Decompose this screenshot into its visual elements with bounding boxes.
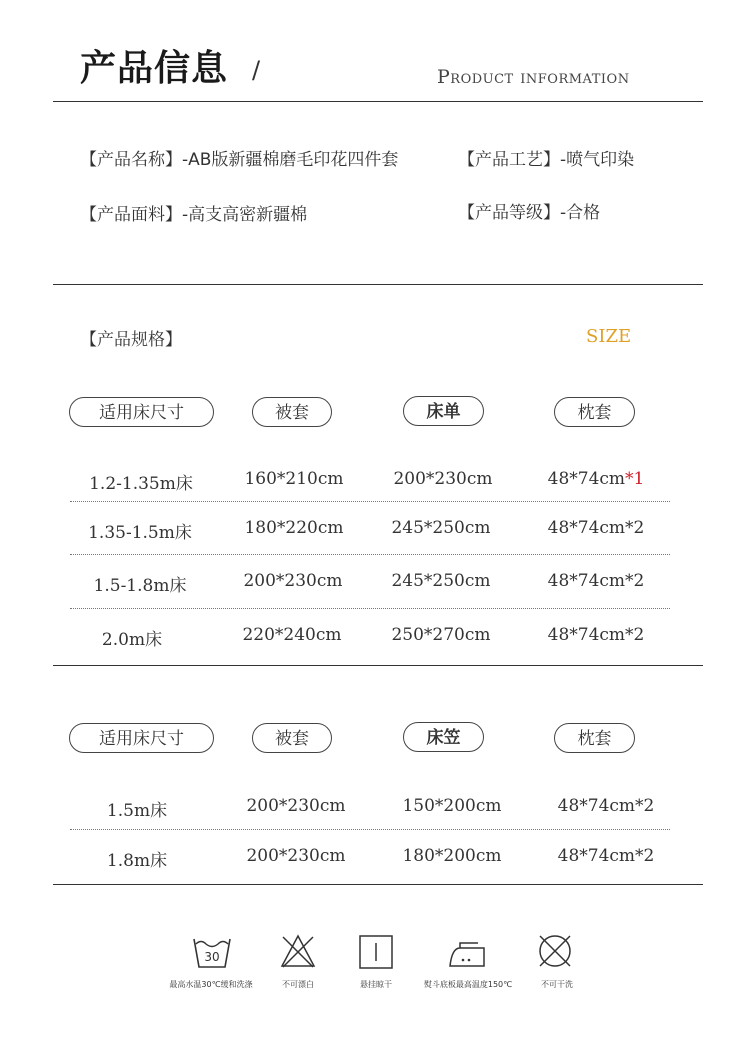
table2-row1-size: 1.5m床 [106,801,168,821]
table1-row2-pillow: 48*74cm*2 [547,518,645,538]
craft-field [458,145,634,170]
table1-header-pillowcase: 枕套 [554,397,635,427]
table1-row3-size: 1.5-1.8m床 [93,576,187,596]
table1-row4-sheet: 250*270cm [391,625,491,645]
title-separator: / [252,56,261,84]
table2-row1-pillow: 48*74cm*2 [557,796,655,816]
fabric-value: -高支高密新疆棉 [182,205,308,225]
page-subtitle: Product information [437,66,630,88]
no-dry-clean-icon [537,933,573,969]
table1-row3-pillow: 48*74cm*2 [547,571,645,591]
table2-divider [53,884,703,885]
table1-row4-duvet: 220*240cm [242,625,342,645]
table1-header-duvet: 被套 [252,397,332,427]
table1-row1-pillow [516,469,676,489]
table2-row1-fitted: 150*200cm [402,796,502,816]
table2-row1-duvet: 200*230cm [246,796,346,816]
craft-label: 【产品工艺】 [458,150,560,170]
wash-temperature: 30 [204,950,220,964]
table2-header-duvet: 被套 [252,723,332,753]
table1-row-divider [70,554,670,555]
care-label-bleach: 不可漂白 [282,980,314,989]
name-label: 【产品名称】 [80,150,182,170]
table2-row2-pillow: 48*74cm*2 [557,846,655,866]
table1-row1-pillow-size: 48*74cm [547,469,626,489]
table1-row2-duvet: 180*220cm [244,518,344,538]
table1-row3-duvet: 200*230cm [243,571,343,591]
info-divider [53,284,703,285]
table2-row2-size: 1.8m床 [106,851,168,871]
grade-value: -合格 [560,203,601,223]
table1-row-divider [70,608,670,609]
hang-dry-icon [358,934,394,970]
table1-row4-pillow: 48*74cm*2 [547,625,645,645]
table1-divider [53,665,703,666]
table1-row2-size: 1.35-1.5m床 [88,523,192,543]
fabric-field [80,200,307,225]
table2-row2-fitted: 180*200cm [402,846,502,866]
table2-header-fitted-sheet: 床笠 [403,722,484,752]
table1-row1-sheet: 200*230cm [393,469,493,489]
table1-row2-sheet: 245*250cm [391,518,491,538]
fabric-label: 【产品面料】 [80,205,182,225]
size-tag: SIZE [586,326,632,347]
care-label-dry-clean: 不可干洗 [541,980,573,989]
wash-30-icon [192,933,232,969]
grade-label: 【产品等级】 [458,203,560,223]
table2-row-divider [70,829,670,830]
table1-row-divider [70,501,670,502]
care-label-dry: 悬挂晾干 [360,980,392,989]
table1-row3-sheet: 245*250cm [391,571,491,591]
table1-header-bed-size: 适用床尺寸 [69,397,214,427]
craft-value: -喷气印染 [560,150,635,170]
name-value: -AB版新疆棉磨毛印花四件套 [182,150,399,170]
table1-row1-size: 1.2-1.35m床 [89,474,193,494]
table1-row1-pillow-qty: *1 [625,469,645,489]
care-label-iron: 熨斗底板最高温度150℃ [423,980,513,989]
table1-header-sheet: 床单 [403,396,484,426]
iron-150-icon [446,940,486,968]
table2-row2-duvet: 200*230cm [246,846,346,866]
table1-row4-size: 2.0m床 [101,630,163,650]
no-bleach-icon [280,934,316,968]
table2-header-pillowcase: 枕套 [554,723,635,753]
page-title: 产品信息 [80,48,229,89]
grade-field [458,198,600,223]
name-field [80,145,398,170]
table2-header-bed-size: 适用床尺寸 [69,723,214,753]
care-label-wash: 最高水温30℃缓和洗涤 [169,980,253,989]
spec-label: 【产品规格】 [80,330,182,350]
header-divider [53,101,703,102]
table1-row1-duvet: 160*210cm [244,469,344,489]
